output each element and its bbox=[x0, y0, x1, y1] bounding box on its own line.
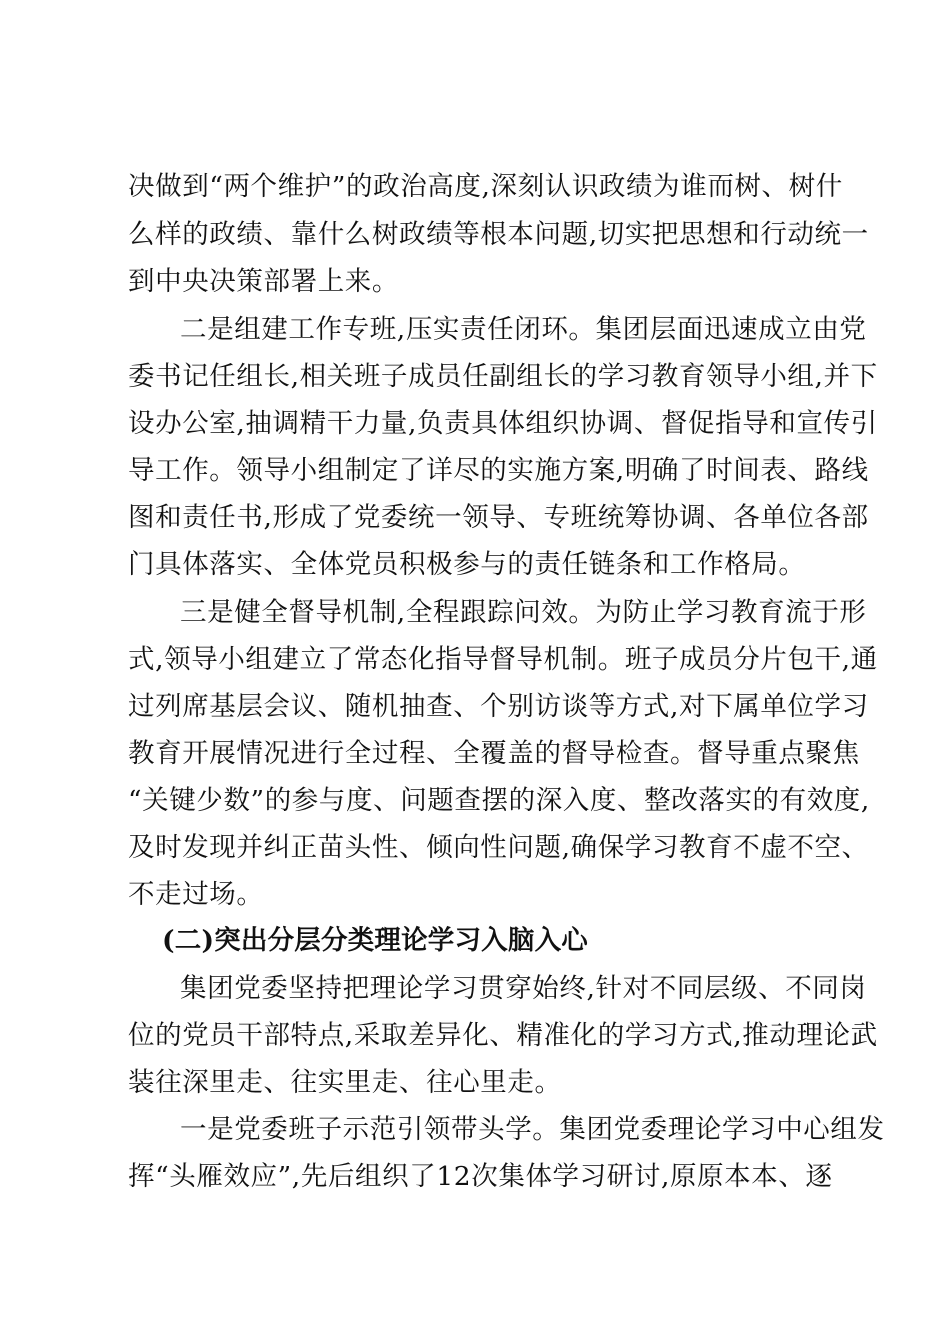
text-line: 教育开展情况进行全过程、全覆盖的督导检查。督导重点聚焦 bbox=[128, 738, 860, 769]
text-line: 到中央决策部署上来。 bbox=[128, 266, 399, 297]
text-line: 么样的政绩、靠什么树政绩等根本问题,切实把思想和行动统一 bbox=[128, 219, 869, 250]
text-line: 图和责任书,形成了党委统一领导、专班统筹协调、各单位各部 bbox=[128, 502, 869, 533]
section-heading: (二)突出分层分类理论学习入脑入心 bbox=[162, 925, 588, 956]
text-line: 委书记任组长,相关班子成员任副组长的学习教育领导小组,并下 bbox=[128, 361, 878, 392]
text-line: 集团党委坚持把理论学习贯穿始终,针对不同层级、不同岗 bbox=[180, 973, 867, 1004]
text-line: 位的党员干部特点,采取差异化、精准化的学习方式,推动理论武 bbox=[128, 1020, 878, 1051]
text-line: 装往深里走、往实里走、往心里走。 bbox=[128, 1067, 562, 1098]
text-line: 决做到“两个维护”的政治高度,深刻认识政绩为谁而树、树什 bbox=[128, 171, 843, 202]
text-line: 式,领导小组建立了常态化指导督导机制。班子成员分片包干,通 bbox=[128, 644, 878, 675]
text-line: 不走过场。 bbox=[128, 879, 264, 910]
text-line: 二是组建工作专班,压实责任闭环。集团层面迅速成立由党 bbox=[180, 314, 867, 345]
text-line: 三是健全督导机制,全程跟踪问效。为防止学习教育流于形 bbox=[180, 597, 867, 628]
text-line: 过列席基层会议、随机抽查、个别访谈等方式,对下属单位学习 bbox=[128, 691, 869, 722]
text-line: 挥“头雁效应”,先后组织了12次集体学习研讨,原原本本、逐 bbox=[128, 1161, 833, 1192]
text-line: 一是党委班子示范引领带头学。集团党委理论学习中心组发 bbox=[180, 1114, 885, 1145]
text-line: “关键少数”的参与度、问题查摆的深入度、整改落实的有效度, bbox=[128, 785, 870, 816]
text-line: 设办公室,抽调精干力量,负责具体组织协调、督促指导和宣传引 bbox=[128, 408, 878, 439]
text-line: 导工作。领导小组制定了详尽的实施方案,明确了时间表、路线 bbox=[128, 455, 869, 486]
text-line: 及时发现并纠正苗头性、倾向性问题,确保学习教育不虚不空、 bbox=[128, 832, 869, 863]
text-line: 门具体落实、全体党员积极参与的责任链条和工作格局。 bbox=[128, 549, 806, 580]
